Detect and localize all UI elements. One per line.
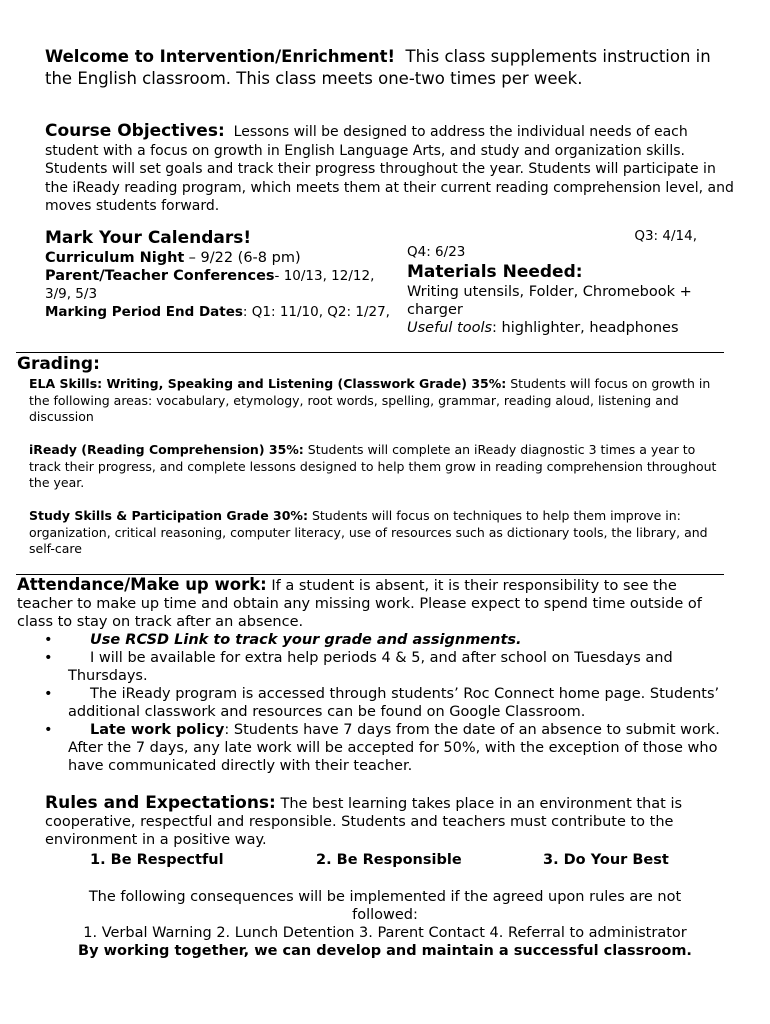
useful-label: Useful tools [407,320,493,336]
calendar-title: Mark Your Calendars! [45,228,252,248]
rule-best: 3. Do Your Best [543,852,669,868]
attendance-section [17,576,725,775]
curriculum-label: Curriculum Night [45,250,185,266]
rules-text: The best learning takes place in an environment that is cooperative, respectful and responsible. Students and teachers must contribute to the environment in a positive way. [45,796,683,848]
list-item [17,721,725,775]
conferences-value: - 10/13, 12/12, 3/9, 5/3 [45,268,375,302]
materials-text: Writing utensils, Folder, Chromebook + charger [407,284,692,318]
useful-tools [407,319,727,337]
list-item [17,631,725,649]
conferences [45,267,400,303]
marking-value: : Q1: 11/10, Q2: 1/27, [242,304,390,320]
closing-statement: By working together, we can develop and maintain a successful classroom. [78,943,692,959]
attendance-text: If a student is absent, it is their responsibility to see the teacher to make up time and obtain any missing work. Please expect to spend time outside of class to stay on track after an absence. [17,578,702,630]
list-item [17,685,725,721]
rule-respectful: 1. Be Respectful [90,852,224,868]
consequences-intro: The following consequences will be implemented if the agreed upon rules are not followed: [88,889,682,923]
late-work-label: Late work policy [90,722,225,738]
rules-section [45,794,735,849]
intro-title: Welcome to Intervention/Enrichment! [45,47,395,66]
objectives-text: Lessons will be designed to address the individual needs of each student with a focus on growth in English Language Arts, and study and organization skills. Students will set goals and track their progress throughout the year. Students will participate in the iReady reading program, which meets them at their current reading comprehension level, and moves students forward. [45,124,734,214]
bullet-dot: • [44,686,53,702]
bullet-dot: • [44,650,53,666]
list-item [17,649,725,685]
marking-period [45,303,400,321]
bullet-dot: • [44,722,53,738]
useful-value: : highlighter, headphones [492,320,679,336]
iready-access-note: The iReady program is accessed through students’ Roc Connect home page. Students’ additional classwork and resources can be found on Google Classroom. [68,686,720,720]
grade-item-label: Study Skills & Participation Grade 30%: [29,508,308,523]
attendance-paragraph [17,576,725,631]
grade-item-iready [29,442,729,492]
attendance-bullets [17,631,725,775]
rules-title: Rules and Expectations: [45,793,276,813]
extra-help-note: I will be available for extra help periods 4 & 5, and after school on Tuesdays and Thursdays. [68,650,673,684]
intro-paragraph [45,46,735,89]
marking-label: Marking Period End Dates [45,304,243,320]
calendar-section [45,227,400,321]
curriculum-value: – 9/22 (6-8 pm) [188,250,301,266]
grade-item-text: Students will focus on techniques to help them improve in: organization, critical reasoning, computer literacy, use of resources such as dictionary tools, the library, and self-care [29,508,708,556]
rules-paragraph [45,794,735,849]
curriculum-night [45,249,400,267]
bullet-dot: • [44,632,53,648]
calendar-q4: Q4: 6/23 [407,244,466,260]
objectives-paragraph [45,122,735,216]
grade-item-label: iReady (Reading Comprehension) 35%: [29,442,304,457]
calendar-q3: Q3: 4/14, [634,228,697,244]
grade-item-text: Students will focus on growth in the following areas: vocabulary, etymology, root words, spelling, grammar, reading aloud, listening and discussion [29,376,711,424]
objectives-title: Course Objectives: [45,121,225,141]
grade-item-label: ELA Skills: Writing, Speaking and Listening (Classwork Grade) 35%: [29,376,507,391]
late-work-text: : Students have 7 days from the date of an absence to submit work. After the 7 days, any late work will be accepted for 50%, with the exception of those who have communicated directly with their teacher. [68,722,720,774]
grading-title: Grading: [17,354,100,374]
conferences-label: Parent/Teacher Conferences [45,268,275,284]
intro-text: This class supplements instruction in the English classroom. This class meets one-two times per week. [45,47,711,88]
divider-grading [16,352,724,353]
attendance-title: Attendance/Make up work: [17,575,267,594]
consequences-list: 1. Verbal Warning 2. Lunch Detention 3. Parent Contact 4. Referral to administrator [83,925,687,941]
grade-item-ela [29,376,729,426]
materials-section [407,227,727,337]
grade-item-study-skills [29,508,729,558]
rcsd-link-note: Use RCSD Link to track your grade and assignments. [90,632,522,648]
grade-item-text: Students will complete an iReady diagnostic 3 times a year to track their progress, and complete lessons designed to help them grow in reading comprehension throughout the year. [29,442,717,490]
materials-title: Materials Needed: [407,262,583,282]
rule-responsible: 2. Be Responsible [316,852,462,868]
